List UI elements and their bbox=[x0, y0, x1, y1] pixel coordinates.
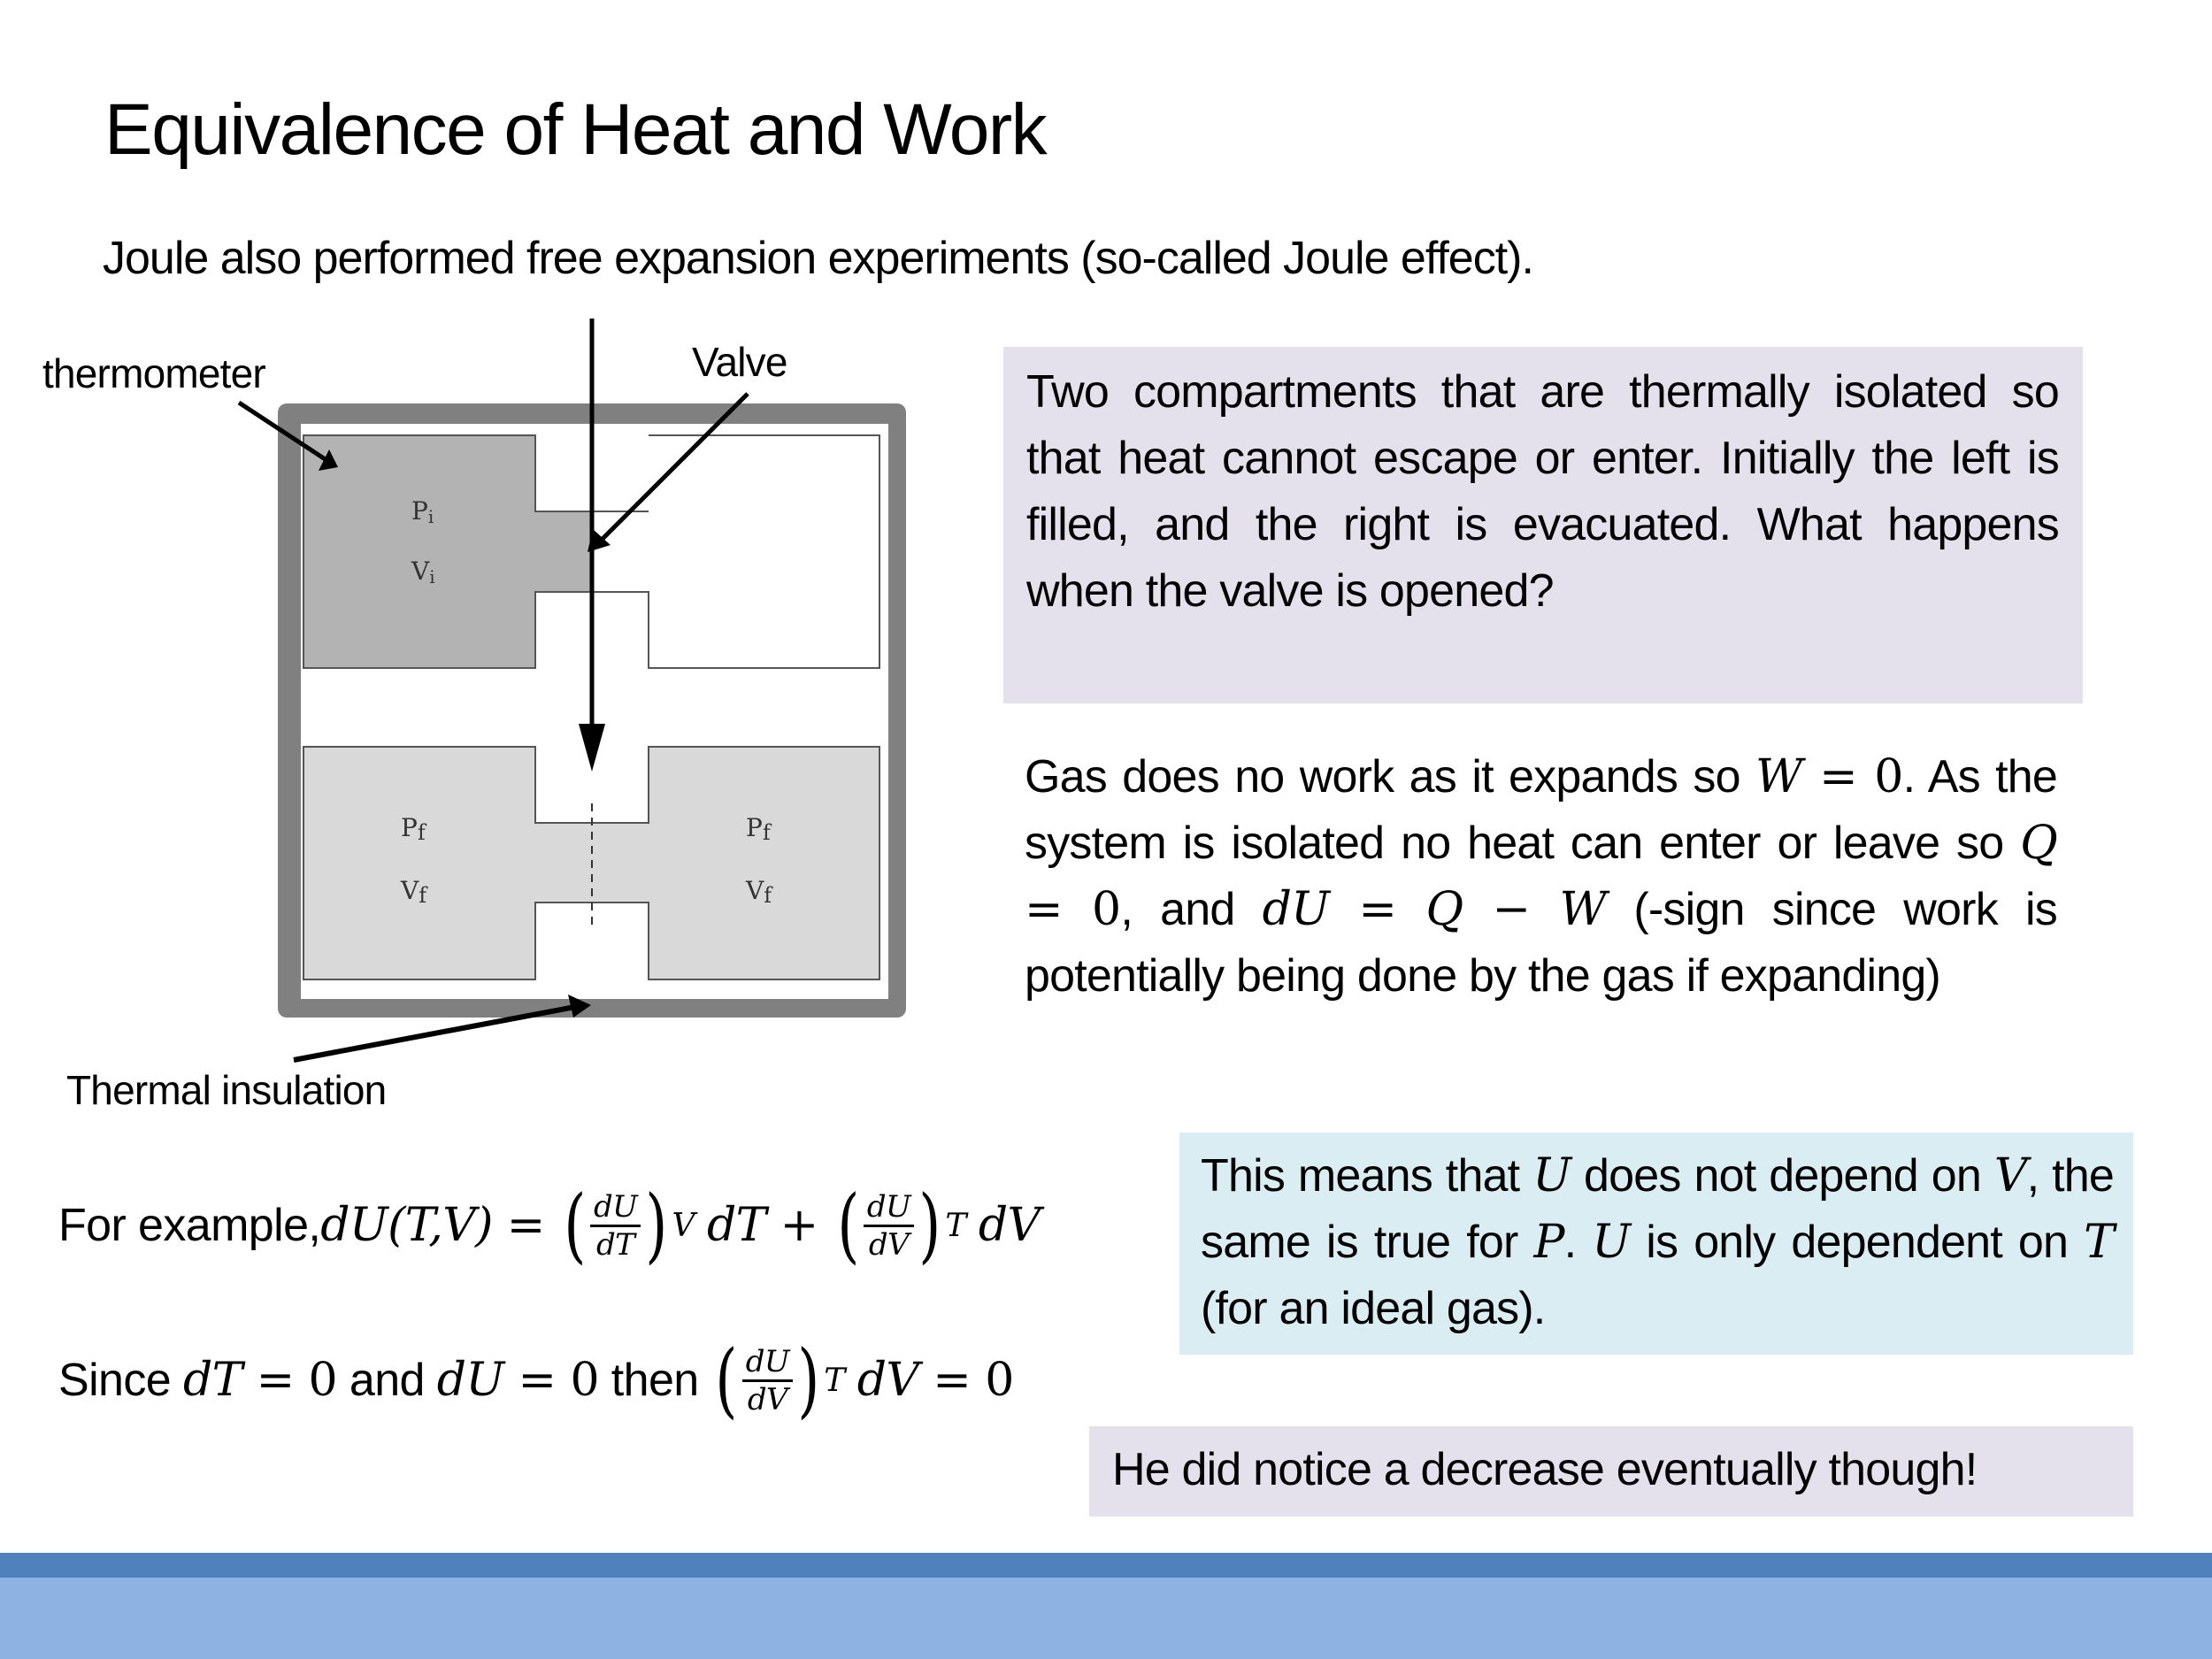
svg-text:Pf: Pf bbox=[401, 813, 426, 845]
footer-band-dark bbox=[0, 1553, 2212, 1578]
footer-band-light bbox=[0, 1578, 2212, 1659]
question-text: Two compartments that are thermally isolated so that heat cannot escape or enter. Initially the left is filled, and the right is evacuated. What happens when the valve is opened? bbox=[1026, 366, 2059, 617]
equation-total-differential: For example, dU(T,V) = ( $\frac{dU}{dT}$ ) V dT + ( $\frac{dU}{dV}$ ) T dV bbox=[58, 1178, 1041, 1272]
svg-text:Vf: Vf bbox=[401, 876, 427, 908]
svg-text:Vf: Vf bbox=[746, 876, 772, 908]
svg-text:Pi: Pi bbox=[411, 496, 434, 527]
joule-expansion-diagram bbox=[0, 319, 973, 1133]
note-text: He did notice a decrease eventually though! bbox=[1112, 1444, 1978, 1495]
conclusion-box bbox=[1179, 1133, 2133, 1355]
valve-label: Valve bbox=[692, 339, 787, 385]
svg-text:Vi: Vi bbox=[411, 557, 435, 588]
slide-subtitle: Joule also performed free expansion experiments (so-called Joule effect). bbox=[103, 233, 1533, 284]
note-box bbox=[1089, 1426, 2133, 1517]
svg-text:Pf: Pf bbox=[746, 813, 771, 845]
insulation-label: Thermal insulation bbox=[66, 1067, 387, 1113]
equation-conclusion: Since dT = 0 and dU = 0 then ( $\frac{dU}{dV}$ ) T dV = 0 bbox=[58, 1333, 1014, 1427]
thermometer-label: thermometer bbox=[42, 350, 265, 396]
question-box bbox=[1003, 347, 2083, 703]
explanation-text: Gas does no work as it expands so W = 0. As the system is isolated no heat can enter or leave so Q = 0, and dU = Q − W (-sign since work is potentially being done by the gas if expanding) bbox=[1025, 750, 2058, 1002]
conclusion-text: This means that U does not depend on V, the same is true for P. U is only dependent on T (for an ideal gas). bbox=[1201, 1149, 2115, 1334]
slide-title: Equivalence of Heat and Work bbox=[104, 89, 1047, 170]
